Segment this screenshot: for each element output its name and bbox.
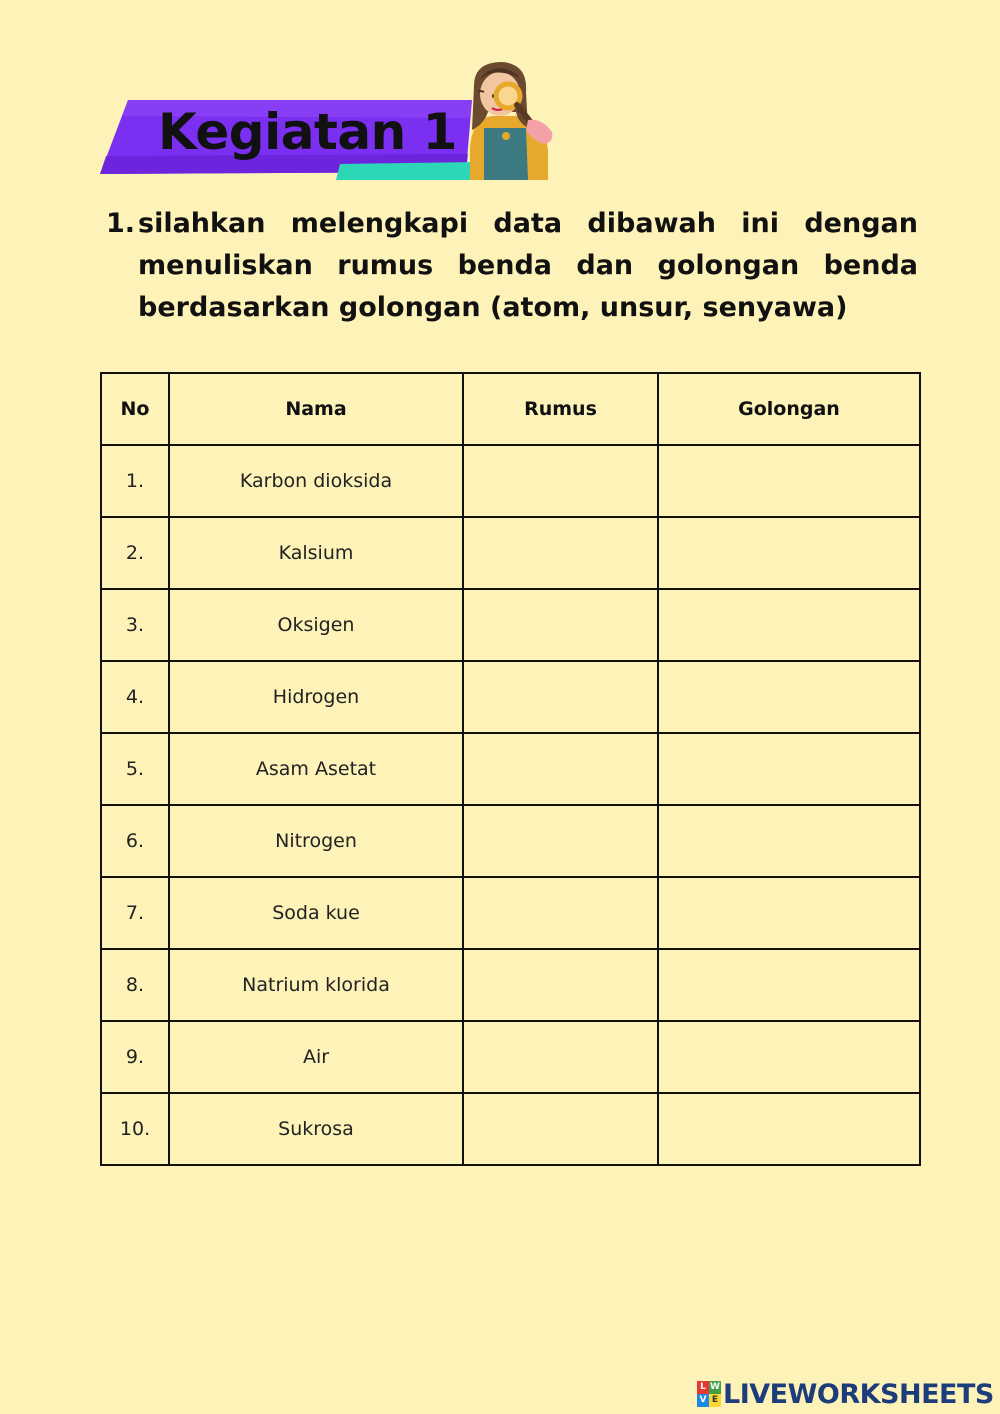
cell-golongan-answer[interactable]	[658, 805, 920, 877]
cell-nama: Air	[169, 1021, 463, 1093]
cell-no: 5.	[101, 733, 169, 805]
table-row	[101, 517, 920, 589]
cell-rumus-answer[interactable]	[463, 1021, 658, 1093]
cell-golongan-answer[interactable]	[658, 1021, 920, 1093]
column-header-golongan: Golongan	[658, 373, 920, 445]
instruction-paragraph	[106, 203, 918, 329]
cell-golongan-answer[interactable]	[658, 877, 920, 949]
cell-nama: Karbon dioksida	[169, 445, 463, 517]
cell-nama: Soda kue	[169, 877, 463, 949]
cell-nama: Nitrogen	[169, 805, 463, 877]
cell-rumus-answer[interactable]	[463, 589, 658, 661]
cell-rumus-answer[interactable]	[463, 733, 658, 805]
cell-rumus-answer[interactable]	[463, 1093, 658, 1165]
column-header-no: No	[101, 373, 169, 445]
table-row	[101, 733, 920, 805]
table-row	[101, 445, 920, 517]
cell-rumus-answer[interactable]	[463, 661, 658, 733]
title-banner	[100, 96, 480, 182]
cell-rumus-answer[interactable]	[463, 517, 658, 589]
cell-nama: Sukrosa	[169, 1093, 463, 1165]
cell-golongan-answer[interactable]	[658, 661, 920, 733]
cell-no: 7.	[101, 877, 169, 949]
cell-no: 3.	[101, 589, 169, 661]
worksheet-table	[100, 372, 921, 1166]
cell-nama: Hidrogen	[169, 661, 463, 733]
column-header-nama: Nama	[169, 373, 463, 445]
instruction-number: 1.	[106, 208, 136, 239]
cell-no: 6.	[101, 805, 169, 877]
cell-rumus-answer[interactable]	[463, 877, 658, 949]
column-header-rumus: Rumus	[463, 373, 658, 445]
table-row	[101, 949, 920, 1021]
cell-golongan-answer[interactable]	[658, 445, 920, 517]
cell-rumus-answer[interactable]	[463, 949, 658, 1021]
liveworksheets-logo-icon: L W V E	[697, 1381, 721, 1407]
table-row	[101, 661, 920, 733]
cell-no: 10.	[101, 1093, 169, 1165]
cell-rumus-answer[interactable]	[463, 805, 658, 877]
cell-no: 8.	[101, 949, 169, 1021]
cell-golongan-answer[interactable]	[658, 589, 920, 661]
cell-no: 1.	[101, 445, 169, 517]
cell-golongan-answer[interactable]	[658, 949, 920, 1021]
cell-nama: Oksigen	[169, 589, 463, 661]
cell-rumus-answer[interactable]	[463, 445, 658, 517]
cell-nama: Asam Asetat	[169, 733, 463, 805]
liveworksheets-logo	[697, 1378, 994, 1410]
liveworksheets-logo-text: LIVEWORKSHEETS	[723, 1378, 994, 1410]
table-row	[101, 1021, 920, 1093]
cell-no: 2.	[101, 517, 169, 589]
page-title: Kegiatan 1	[158, 103, 457, 161]
instruction-text: silahkan melengkapi data dibawah ini dengan menuliskan rumus benda dan golongan benda berdasarkan golongan (atom, unsur, senyawa)	[138, 208, 918, 323]
table-row	[101, 1093, 920, 1165]
cell-golongan-answer[interactable]	[658, 733, 920, 805]
cell-nama: Natrium klorida	[169, 949, 463, 1021]
cell-nama: Kalsium	[169, 517, 463, 589]
cell-golongan-answer[interactable]	[658, 1093, 920, 1165]
table-row	[101, 805, 920, 877]
table-row	[101, 877, 920, 949]
girl-with-magnifier-illustration	[462, 58, 562, 180]
table-header-row	[101, 373, 920, 445]
table-row	[101, 589, 920, 661]
cell-no: 4.	[101, 661, 169, 733]
cell-golongan-answer[interactable]	[658, 517, 920, 589]
cell-no: 9.	[101, 1021, 169, 1093]
